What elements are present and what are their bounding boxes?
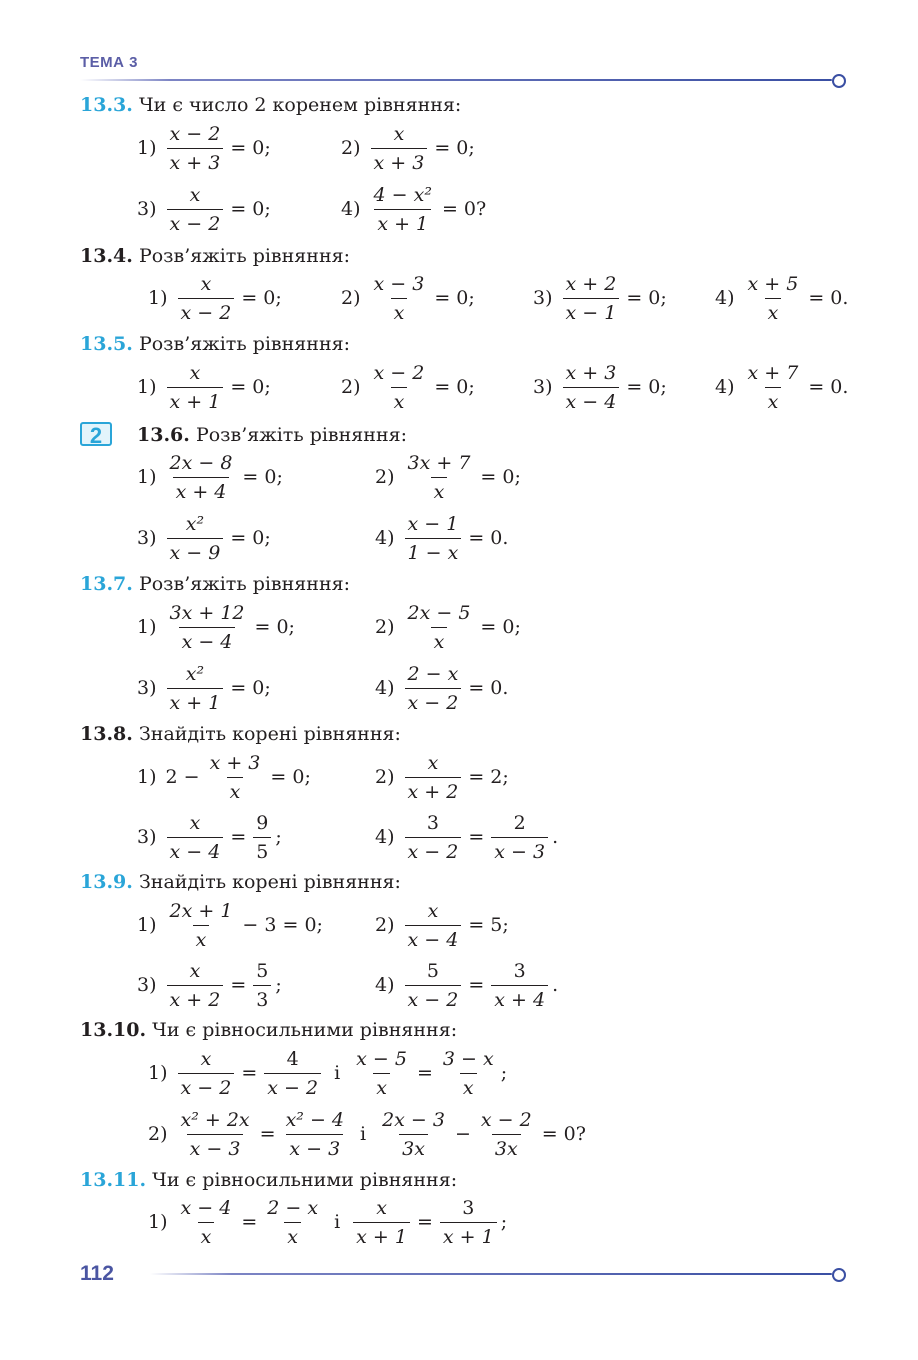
fraction: [167, 663, 224, 714]
item-label: 3): [533, 376, 553, 398]
numerator: x²: [185, 512, 205, 535]
fraction: [405, 663, 462, 714]
fraction: [353, 1197, 410, 1248]
numerator: x: [189, 361, 201, 384]
item-label: 4): [375, 527, 395, 549]
fraction: [478, 1109, 535, 1160]
fraction: [178, 273, 235, 324]
denominator: x: [227, 777, 244, 803]
denominator: x: [391, 387, 408, 413]
equation-1: [137, 355, 274, 419]
equation-2: [375, 445, 524, 509]
fraction: [491, 812, 548, 863]
denominator: x: [193, 925, 210, 951]
denominator: x − 2: [405, 688, 462, 714]
exercise-text: Розв’яжіть рівняння:: [195, 424, 407, 446]
numerator: 3: [426, 811, 439, 834]
equation-1: [137, 595, 298, 659]
equation-1: [137, 745, 314, 809]
conjunction: і: [334, 1062, 341, 1084]
fraction: [371, 362, 428, 413]
equation-3: [137, 506, 274, 570]
fraction: [405, 900, 462, 951]
denominator: x + 4: [491, 985, 548, 1011]
numerator: 2x − 8: [169, 451, 233, 474]
exercise-text: Розв’яжіть рівняння:: [138, 245, 350, 267]
equation-1: [137, 116, 274, 180]
fraction: [491, 960, 548, 1011]
fraction: [167, 513, 224, 564]
equation-3: [137, 953, 282, 1017]
fraction: [379, 1109, 448, 1160]
fraction: [253, 960, 271, 1011]
denominator: x: [765, 298, 782, 324]
denominator: x − 3: [187, 1134, 244, 1160]
equation-3: [533, 266, 670, 330]
equals-sign: =: [230, 974, 247, 996]
numerator: x: [189, 959, 201, 982]
denominator: x − 2: [167, 209, 224, 235]
numerator: x² − 4: [285, 1108, 344, 1131]
equals-sign: =: [468, 826, 485, 848]
fraction: [405, 752, 462, 803]
equals-sign: =: [468, 974, 485, 996]
theme-header: ТЕМА 3: [80, 54, 139, 71]
numerator: 3 − x: [442, 1047, 494, 1070]
equation-tail: = 0.: [808, 287, 849, 309]
denominator: x − 2: [178, 298, 235, 324]
equation-tail: .: [552, 826, 559, 848]
denominator: x − 2: [178, 1073, 235, 1099]
item-label: 1): [148, 287, 168, 309]
numerator: 3x + 7: [407, 451, 471, 474]
fraction: [405, 960, 462, 1011]
denominator: x + 1: [440, 1222, 497, 1248]
equation-tail: = 2;: [468, 766, 509, 788]
equation-tail: ;: [500, 1062, 508, 1084]
equals-sign: =: [416, 1062, 433, 1084]
equation-tail: − 3 = 0;: [242, 914, 323, 936]
exercise-number: 13.5.: [80, 333, 133, 355]
equation-tail: = 0;: [480, 616, 521, 638]
denominator: x − 3: [286, 1134, 343, 1160]
denominator: x: [431, 477, 448, 503]
item-label: 2): [375, 616, 395, 638]
equals-sign: =: [230, 826, 247, 848]
difficulty-level-badge: 2: [80, 422, 112, 446]
fraction: [371, 184, 435, 235]
numerator: 5: [256, 959, 269, 982]
equation-1: [137, 893, 326, 957]
denominator: x + 3: [371, 148, 428, 174]
fraction: [405, 452, 474, 503]
exercise-13-6-heading: [137, 424, 407, 446]
item-label: 3): [137, 198, 157, 220]
numerator: 2: [513, 811, 526, 834]
denominator: x − 2: [264, 1073, 321, 1099]
numerator: x − 2: [169, 122, 221, 145]
item-label: 2): [341, 287, 361, 309]
item-label: 2): [341, 376, 361, 398]
denominator: 1 − x: [405, 538, 462, 564]
denominator: 3x: [399, 1134, 428, 1160]
item-label: 1): [148, 1211, 168, 1233]
exercise-13-5-heading: [80, 333, 350, 355]
footer-rule: [150, 1273, 832, 1275]
equation-tail: = 0;: [434, 376, 475, 398]
equation-2: [375, 893, 512, 957]
equation-tail: .: [552, 974, 559, 996]
exercise-text: Знайдіть корені рівняння:: [138, 723, 401, 745]
item-label: 2): [148, 1123, 168, 1145]
item-label: 4): [715, 376, 735, 398]
numerator: x: [189, 811, 201, 834]
fraction: [563, 273, 620, 324]
numerator: 2 − x: [267, 1196, 319, 1219]
item-label: 4): [375, 974, 395, 996]
numerator: 3: [462, 1196, 475, 1219]
denominator: x + 1: [374, 209, 431, 235]
fraction: [353, 1048, 410, 1099]
item-label: 1): [137, 137, 157, 159]
fraction: [440, 1048, 497, 1099]
equation-tail: = 0?: [441, 198, 487, 220]
fraction: [253, 812, 271, 863]
numerator: x − 3: [373, 272, 425, 295]
equation-4: [375, 506, 511, 570]
exercise-number: 13.8.: [80, 723, 133, 745]
numerator: x: [427, 899, 439, 922]
equation-tail: = 0;: [241, 287, 282, 309]
conjunction: і: [360, 1123, 367, 1145]
item-label: 2): [375, 466, 395, 488]
equation-prefix: 2 −: [165, 766, 200, 788]
item-label: 2): [375, 766, 395, 788]
page-number: 112: [80, 1262, 114, 1285]
equation-tail: = 0;: [626, 287, 667, 309]
denominator: x: [431, 627, 448, 653]
equation-2: [375, 745, 512, 809]
fraction: [283, 1109, 347, 1160]
equation-tail: = 0.: [468, 677, 509, 699]
equation-1: [137, 445, 286, 509]
numerator: x²: [185, 662, 205, 685]
item-label: 2): [341, 137, 361, 159]
equation-pair-1: [148, 1041, 507, 1105]
numerator: 4 − x²: [373, 183, 432, 206]
numerator: 2x + 1: [169, 899, 233, 922]
exercise-number: 13.11.: [80, 1169, 147, 1191]
fraction: [371, 273, 428, 324]
equals-sign: =: [259, 1123, 276, 1145]
denominator: x: [765, 387, 782, 413]
item-label: 4): [375, 677, 395, 699]
numerator: 3: [513, 959, 526, 982]
exercise-number: 13.6.: [137, 424, 190, 446]
equation-tail: = 0;: [230, 198, 271, 220]
exercise-13-3-heading: [80, 94, 461, 116]
equation-3: [137, 805, 282, 869]
exercise-text: Знайдіть корені рівняння:: [138, 871, 401, 893]
fraction: [264, 1048, 321, 1099]
fraction: [178, 1048, 235, 1099]
exercise-number: 13.4.: [80, 245, 133, 267]
item-label: 1): [137, 766, 157, 788]
equation-pair-1: [148, 1190, 507, 1254]
denominator: x: [391, 298, 408, 324]
denominator: x − 2: [405, 985, 462, 1011]
numerator: 5: [426, 959, 439, 982]
exercise-number: 13.9.: [80, 871, 133, 893]
numerator: 2x − 5: [407, 601, 471, 624]
item-label: 1): [137, 466, 157, 488]
fraction: [745, 362, 802, 413]
denominator: x − 4: [563, 387, 620, 413]
exercise-text: Розв’яжіть рівняння:: [138, 573, 350, 595]
numerator: x + 5: [747, 272, 799, 295]
numerator: x: [200, 272, 212, 295]
equation-tail: = 0;: [230, 527, 271, 549]
item-label: 1): [137, 376, 157, 398]
equation-tail: = 0;: [434, 287, 475, 309]
numerator: x + 3: [565, 361, 617, 384]
fraction: [207, 752, 264, 803]
denominator: x + 4: [173, 477, 230, 503]
item-label: 4): [715, 287, 735, 309]
equation-tail: = 0?: [541, 1123, 586, 1145]
exercise-13-8-heading: [80, 723, 401, 745]
item-label: 1): [137, 914, 157, 936]
equation-4: [341, 177, 489, 241]
denominator: x − 4: [405, 925, 462, 951]
equation-2: [341, 355, 478, 419]
conjunction: і: [334, 1211, 341, 1233]
denominator: x: [284, 1222, 301, 1248]
denominator: x + 1: [167, 688, 224, 714]
item-label: 4): [375, 826, 395, 848]
equation-tail: = 0;: [230, 137, 271, 159]
numerator: x − 2: [373, 361, 425, 384]
equals-sign: =: [241, 1062, 258, 1084]
numerator: x − 5: [356, 1047, 407, 1070]
item-label: 3): [137, 826, 157, 848]
exercise-13-4-heading: [80, 245, 350, 267]
equation-tail: = 0;: [254, 616, 295, 638]
denominator: x + 1: [353, 1222, 410, 1248]
equation-tail: ;: [275, 826, 282, 848]
fraction: [371, 123, 428, 174]
denominator: 5: [253, 837, 271, 863]
item-label: 4): [341, 198, 361, 220]
numerator: x: [427, 751, 439, 774]
item-label: 3): [533, 287, 553, 309]
numerator: x: [376, 1196, 387, 1219]
numerator: x: [189, 183, 201, 206]
denominator: x − 3: [491, 837, 548, 863]
equation-4: [375, 656, 511, 720]
denominator: x − 4: [179, 627, 236, 653]
fraction: [167, 602, 248, 653]
denominator: 3: [253, 985, 271, 1011]
fraction: [167, 452, 236, 503]
header-rule: [80, 79, 832, 81]
numerator: x + 2: [565, 272, 617, 295]
equals-sign: =: [241, 1211, 258, 1233]
numerator: x − 1: [407, 512, 459, 535]
numerator: 9: [256, 811, 269, 834]
numerator: x² + 2x: [180, 1108, 250, 1131]
exercise-text: Чи є рівносильними рівняння:: [152, 1169, 458, 1191]
equation-3: [533, 355, 670, 419]
denominator: x: [198, 1222, 215, 1248]
numerator: 4: [286, 1047, 299, 1070]
fraction: [167, 362, 224, 413]
numerator: x + 7: [747, 361, 799, 384]
fraction: [440, 1197, 497, 1248]
denominator: x: [373, 1073, 390, 1099]
equation-4: [375, 805, 558, 869]
equation-tail: = 0;: [480, 466, 521, 488]
denominator: x + 2: [405, 777, 462, 803]
equals-sign: =: [416, 1211, 433, 1233]
equation-4: [715, 266, 851, 330]
fraction: [405, 812, 462, 863]
numerator: 3x + 12: [169, 601, 245, 624]
equation-2: [341, 266, 478, 330]
exercise-13-10-heading: [80, 1019, 457, 1041]
equation-tail: = 0;: [626, 376, 667, 398]
equation-tail: = 0.: [808, 376, 849, 398]
denominator: x − 4: [167, 837, 224, 863]
equation-tail: = 5;: [468, 914, 509, 936]
exercise-number: 13.3.: [80, 94, 133, 116]
fraction: [167, 960, 224, 1011]
equation-4: [715, 355, 851, 419]
equation-tail: ;: [275, 974, 282, 996]
equation-tail: = 0;: [230, 677, 271, 699]
denominator: x + 3: [167, 148, 224, 174]
exercise-text: Чи є рівносильними рівняння:: [152, 1019, 458, 1041]
minus-sign: −: [454, 1123, 471, 1145]
fraction: [167, 123, 224, 174]
exercise-13-9-heading: [80, 871, 401, 893]
equation-tail: = 0.: [468, 527, 509, 549]
fraction: [563, 362, 620, 413]
equation-1: [148, 266, 285, 330]
equation-pair-2: [148, 1102, 589, 1166]
fraction: [745, 273, 802, 324]
fraction: [178, 1197, 235, 1248]
item-label: 3): [137, 677, 157, 699]
item-label: 1): [148, 1062, 168, 1084]
numerator: x − 4: [180, 1196, 232, 1219]
exercise-13-7-heading: [80, 573, 350, 595]
equation-tail: = 0;: [270, 766, 311, 788]
fraction: [178, 1109, 253, 1160]
equation-tail: = 0;: [230, 376, 271, 398]
numerator: x + 3: [209, 751, 261, 774]
numerator: 2 − x: [407, 662, 459, 685]
denominator: x − 2: [405, 837, 462, 863]
numerator: x: [200, 1047, 212, 1070]
equation-tail: = 0;: [242, 466, 283, 488]
item-label: 3): [137, 527, 157, 549]
footer-rule-end-circle: [832, 1268, 846, 1282]
equation-3: [137, 177, 274, 241]
equation-2: [375, 595, 524, 659]
denominator: x + 2: [167, 985, 224, 1011]
equation-3: [137, 656, 274, 720]
denominator: x − 1: [563, 298, 620, 324]
numerator: x: [393, 122, 405, 145]
fraction: [167, 812, 224, 863]
denominator: x − 9: [167, 538, 224, 564]
item-label: 3): [137, 974, 157, 996]
header-rule-end-circle: [832, 74, 846, 88]
equation-tail: = 0;: [434, 137, 475, 159]
fraction: [264, 1197, 321, 1248]
exercise-text: Чи є число 2 коренем рівняння:: [138, 94, 462, 116]
fraction: [167, 900, 236, 951]
fraction: [405, 602, 474, 653]
numerator: x − 2: [480, 1108, 532, 1131]
exercise-text: Розв’яжіть рівняння:: [138, 333, 350, 355]
exercise-13-11-heading: [80, 1169, 457, 1191]
equation-tail: ;: [500, 1211, 508, 1233]
item-label: 1): [137, 616, 157, 638]
fraction: [405, 513, 462, 564]
equation-2: [341, 116, 478, 180]
equation-4: [375, 953, 558, 1017]
exercise-number: 13.7.: [80, 573, 133, 595]
denominator: x: [460, 1073, 477, 1099]
exercise-number: 13.10.: [80, 1019, 147, 1041]
fraction: [167, 184, 224, 235]
denominator: x + 1: [167, 387, 224, 413]
item-label: 2): [375, 914, 395, 936]
numerator: 2x − 3: [382, 1108, 445, 1131]
denominator: 3x: [492, 1134, 521, 1160]
